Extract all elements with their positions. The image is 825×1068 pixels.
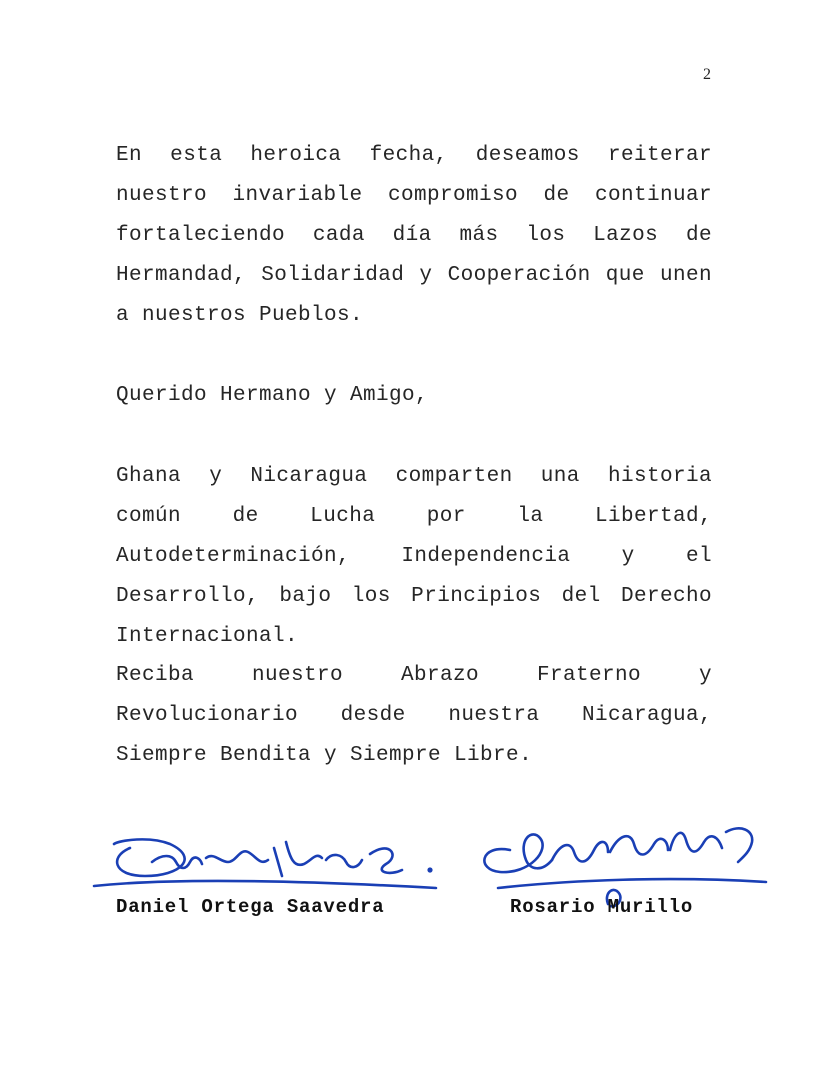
paragraph-commitment: En esta heroica fecha, deseamos reiterar nuestro invariable compromiso de continuar fortaleciendo cada día más los Lazos de Hermandad, Solidaridad y Cooperación que unen a nuestros Pueblos. <box>116 144 712 327</box>
signer-name-murillo: Rosario Murillo <box>510 896 694 918</box>
signature-ortega <box>90 818 440 898</box>
paragraph-shared-history: Ghana y Nicaragua comparten una historia común de Lucha por la Libertad, Autodeterminación, Independencia y el Desarrollo, bajo los Principios del Derecho Internacional. <box>116 465 712 648</box>
paragraph-closing: Reciba nuestro Abrazo Fraterno y Revolucionario desde nuestra Nicaragua, Siempre Bendita y Siempre Libre. <box>116 664 712 767</box>
signer-name-ortega: Daniel Ortega Saavedra <box>116 896 385 918</box>
page-number: 2 <box>703 66 711 83</box>
paragraph-salutation: Querido Hermano y Amigo, <box>116 384 429 407</box>
